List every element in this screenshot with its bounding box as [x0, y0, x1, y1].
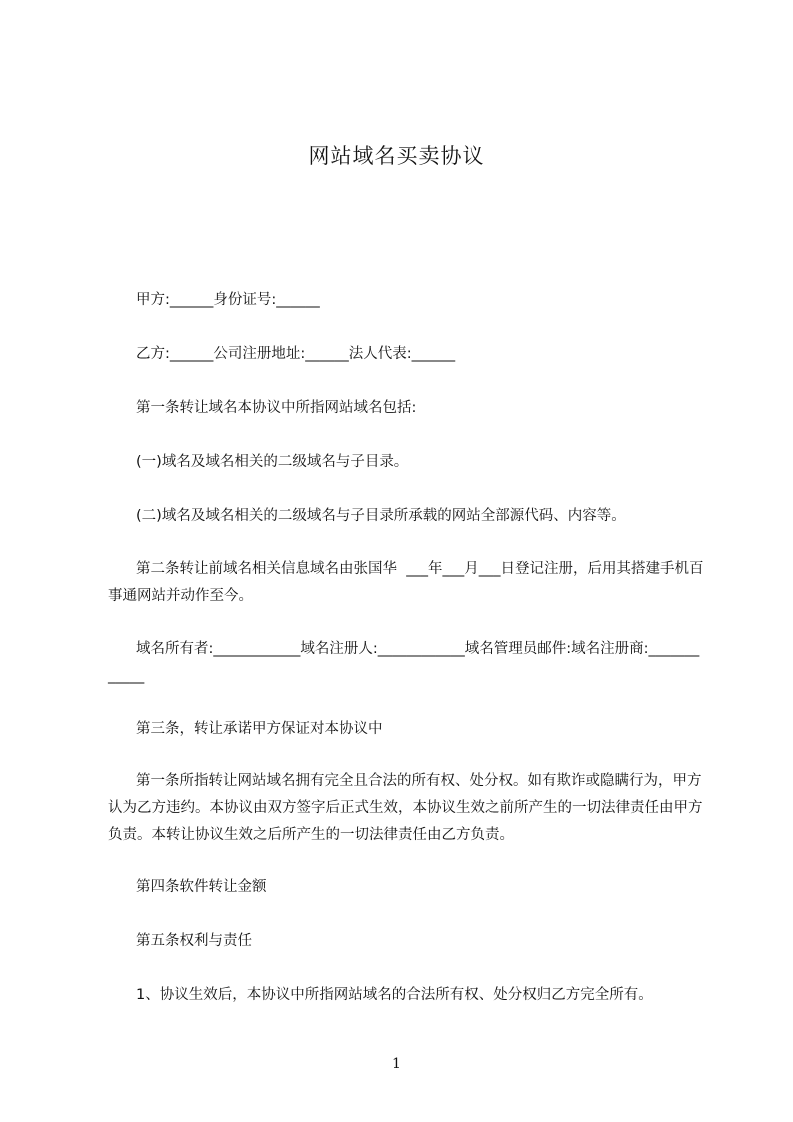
article-1-heading: 第一条转让域名本协议中所指网站域名包括:	[136, 400, 417, 416]
document-title: 网站域名买卖协议	[308, 144, 485, 168]
article-3-heading: 第三条，转让承诺甲方保证对本协议中	[136, 721, 383, 737]
article-1-item-1: (一)域名及域名相关的二级域名与子目录。	[136, 454, 409, 470]
article-2-text: 第二条转让前域名相关信息域名由张国华 ___年___月___日登记注册，后用其搭建手机百事通网站并动作至今。	[108, 561, 704, 604]
article-5-heading: 第五条权利与责任	[136, 933, 252, 949]
article-1-item-2: (二)域名及域名相关的二级域名与子目录所承载的网站全部源代码、内容等。	[136, 508, 626, 524]
domain-info-line: 域名所有者:____________域名注册人:____________域名管理员邮件:域名注册商:____________	[108, 641, 700, 684]
party-b-line: 乙方:______公司注册地址:______法人代表:______	[136, 346, 456, 362]
party-a-line: 甲方:______身份证号:______	[136, 292, 320, 308]
article-3-text: 第一条所指转让网站域名拥有完全且合法的所有权、处分权。如有欺诈或隐瞒行为，甲方认为乙方违约。本协议由双方签字后正式生效，本协议生效之前所产生的一切法律责任由甲方负责。本转让协议生效之后所产生的一切法律责任由乙方负责。	[108, 773, 703, 843]
article-4-heading: 第四条软件转让金额	[136, 879, 267, 895]
page-number: 1	[392, 1056, 401, 1072]
article-5-item-1: 1、协议生效后，本协议中所指网站域名的合法所有权、处分权归乙方完全所有。	[136, 987, 653, 1003]
